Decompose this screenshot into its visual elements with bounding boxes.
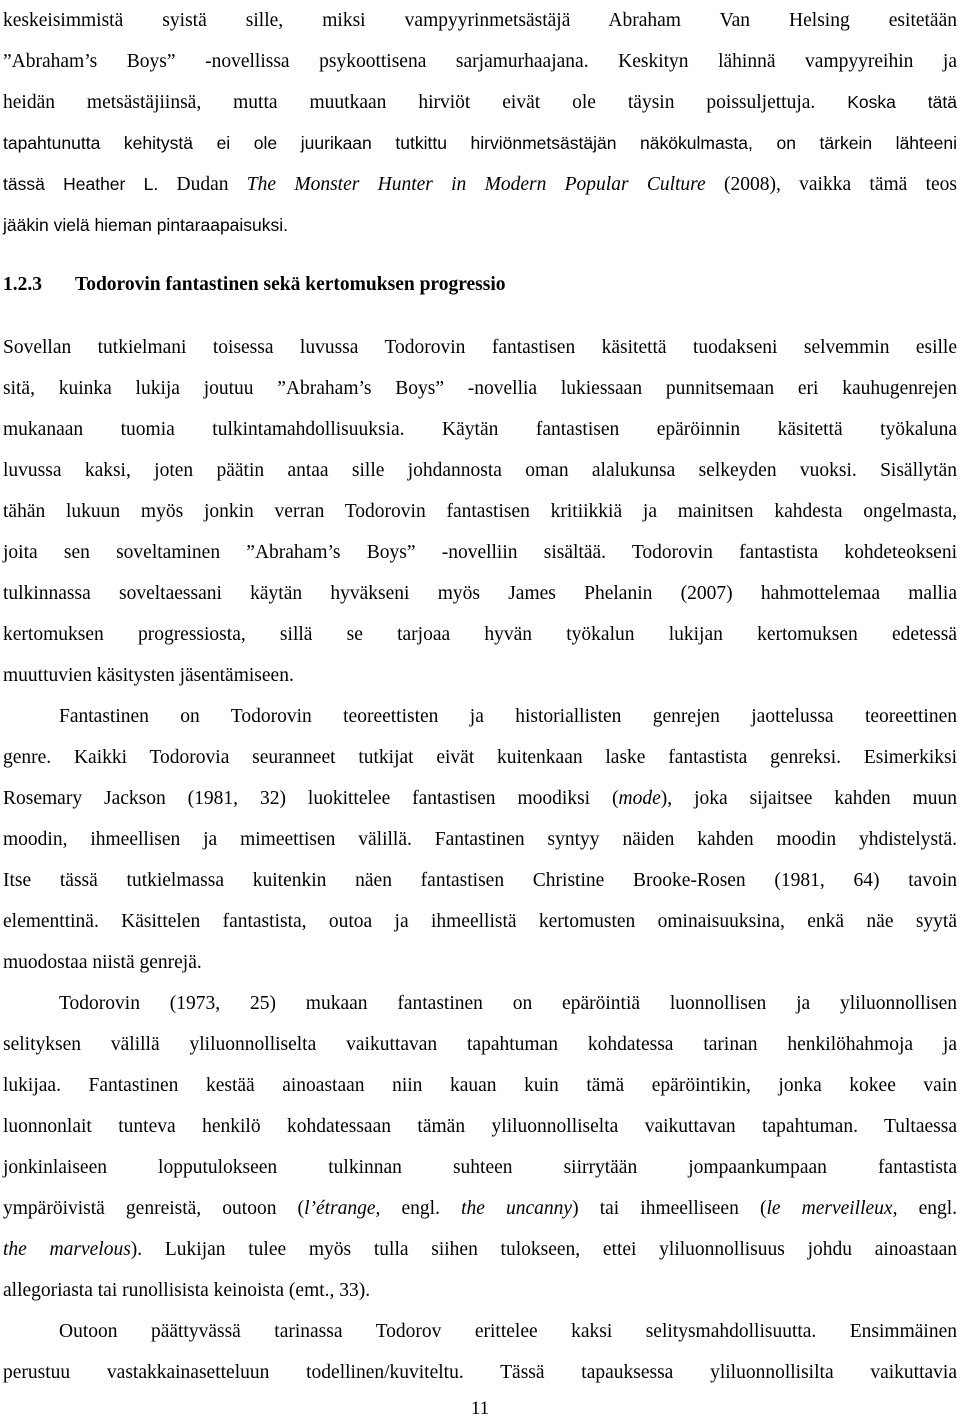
text-line: genre. Kaikki Todorovia seuranneet tutkijat eivät kuitenkaan laske fantastista genreksi. Esimerkiksi xyxy=(3,747,957,768)
paragraph-4 xyxy=(3,1311,957,1393)
text-line: tapahtunutta kehitystä ei ole juurikaan tutkittu hirviönmetsästäjän näkökulmasta, on tärkein lähteeni xyxy=(3,133,957,153)
text-line: Sovellan tutkielmani toisessa luvussa Todorovin fantastisen käsitettä tuodakseni selvemmin esille xyxy=(3,337,957,358)
text-line: Itse tässä tutkielmassa kuitenkin näen fantastisen Christine Brooke-Rosen (1981, 64) tavoin xyxy=(3,870,957,891)
text-line: ”Abraham’s Boys” -novellissa psykoottisena sarjamurhaajana. Keskityn lähinnä vampyyreihin ja xyxy=(3,51,957,72)
section-number: 1.2.3 xyxy=(3,274,42,295)
text-line: jonkinlaiseen lopputulokseen tulkinnan suhteen siirrytään jompaankumpaan fantastista xyxy=(3,1157,957,1178)
text-line: kertomuksen progressiosta, sillä se tarjoaa hyvän työkalun lukijan kertomuksen edetessä xyxy=(3,624,957,645)
intro-paragraph xyxy=(3,0,957,246)
text-line: sitä, kuinka lukija joutuu ”Abraham’s Boys” -novellia lukiessaan punnitsemaan eri kauhugenrejen xyxy=(3,378,957,399)
text-line: Outoon päättyvässä tarinassa Todorov erittelee kaksi selitysmahdollisuutta. Ensimmäinen xyxy=(59,1321,957,1342)
text-line: joita sen soveltaminen ”Abraham’s Boys” -novelliin sisältää. Todorovin fantastista kohdeteokseni xyxy=(3,542,957,563)
text-line: mukanaan tuomia tulkintamahdollisuuksia. Käytän fantastisen epäröinnin käsitettä työkaluna xyxy=(3,419,957,440)
text-line: selityksen välillä yliluonnolliselta vaikuttavan tapahtuman kohdatessa tarinan henkilöhahmoja ja xyxy=(3,1034,957,1055)
text-line: tulkinnassa soveltaessani käytän hyväkseni myös James Phelanin (2007) hahmottelemaa mallia xyxy=(3,583,957,604)
document-page xyxy=(3,0,957,1393)
paragraph-1 xyxy=(3,327,957,696)
text-line: luvussa kaksi, joten päätin antaa sille johdannosta oman alalukunsa selkeyden vuoksi. Sisällytän xyxy=(3,460,957,481)
text-line: ympäröivistä genreistä, outoon (l’étrange, engl. the uncanny) tai ihmeelliseen (le merveilleux, engl. xyxy=(3,1198,958,1219)
text-line: muuttuvien käsitysten jäsentämiseen. xyxy=(3,665,294,686)
text-line: tähän lukuun myös jonkin verran Todorovin fantastisen kritiikkiä ja mainitsen kahdesta ongelmasta, xyxy=(3,501,957,522)
text-line: Fantastinen on Todorovin teoreettisten ja historiallisten genrejen jaottelussa teoreettinen xyxy=(59,706,957,727)
text-line: luonnonlait tunteva henkilö kohdatessaan tämän yliluonnolliselta vaikuttavan tapahtuman. Tultaessa xyxy=(3,1116,957,1137)
text-line: keskeisimmistä syistä sille, miksi vampyyrinmetsästäjä Abraham Van Helsing esitetään xyxy=(3,10,957,31)
text-line: tässä Heather L. Dudan The Monster Hunter in Modern Popular Culture (2008), vaikka tämä teos xyxy=(3,174,957,195)
section-heading xyxy=(3,264,957,305)
text-line: heidän metsästäjiinsä, mutta muutkaan hirviöt eivät ole täysin poissuljettuja. Koska tätä xyxy=(3,92,957,113)
text-line: muodostaa niistä genrejä. xyxy=(3,952,202,973)
text-line: perustuu vastakkainasetteluun todellinen/kuviteltu. Tässä tapauksessa yliluonnollisilta vaikuttavia xyxy=(3,1362,957,1383)
text-line: Rosemary Jackson (1981, 32) luokittelee fantastisen moodiksi (mode), joka sijaitsee kahden muun xyxy=(3,788,957,809)
text-line: the marvelous). Lukijan tulee myös tulla siihen tulokseen, ettei yliluonnollisuus johdu ainoastaan xyxy=(3,1239,958,1260)
page-number: 11 xyxy=(470,1398,490,1419)
text-line: moodin, ihmeellisen ja mimeettisen välillä. Fantastinen syntyy näiden kahden moodin yhdistelystä. xyxy=(3,829,957,850)
text-line: allegoriasta tai runollisista keinoista (emt., 33). xyxy=(3,1280,371,1301)
text-line: Todorovin (1973, 25) mukaan fantastinen on epäröintiä luonnollisen ja yliluonnollisen xyxy=(59,993,957,1014)
paragraph-2 xyxy=(3,696,957,983)
text-line: elementtinä. Käsittelen fantastista, outoa ja ihmeellistä kertomusten ominaisuuksina, enkä näe syytä xyxy=(3,911,957,932)
text-line: lukijaa. Fantastinen kestää ainoastaan niin kauan kuin tämä epäröintikin, jonka kokee vain xyxy=(3,1075,957,1096)
book-title: The Monster Hunter in Modern Popular Culture xyxy=(246,174,706,195)
text-line: jääkin vielä hieman pintaraapaisuksi. xyxy=(3,215,289,235)
paragraph-3 xyxy=(3,983,957,1311)
section-title: Todorovin fantastinen sekä kertomuksen progressio xyxy=(75,274,506,295)
